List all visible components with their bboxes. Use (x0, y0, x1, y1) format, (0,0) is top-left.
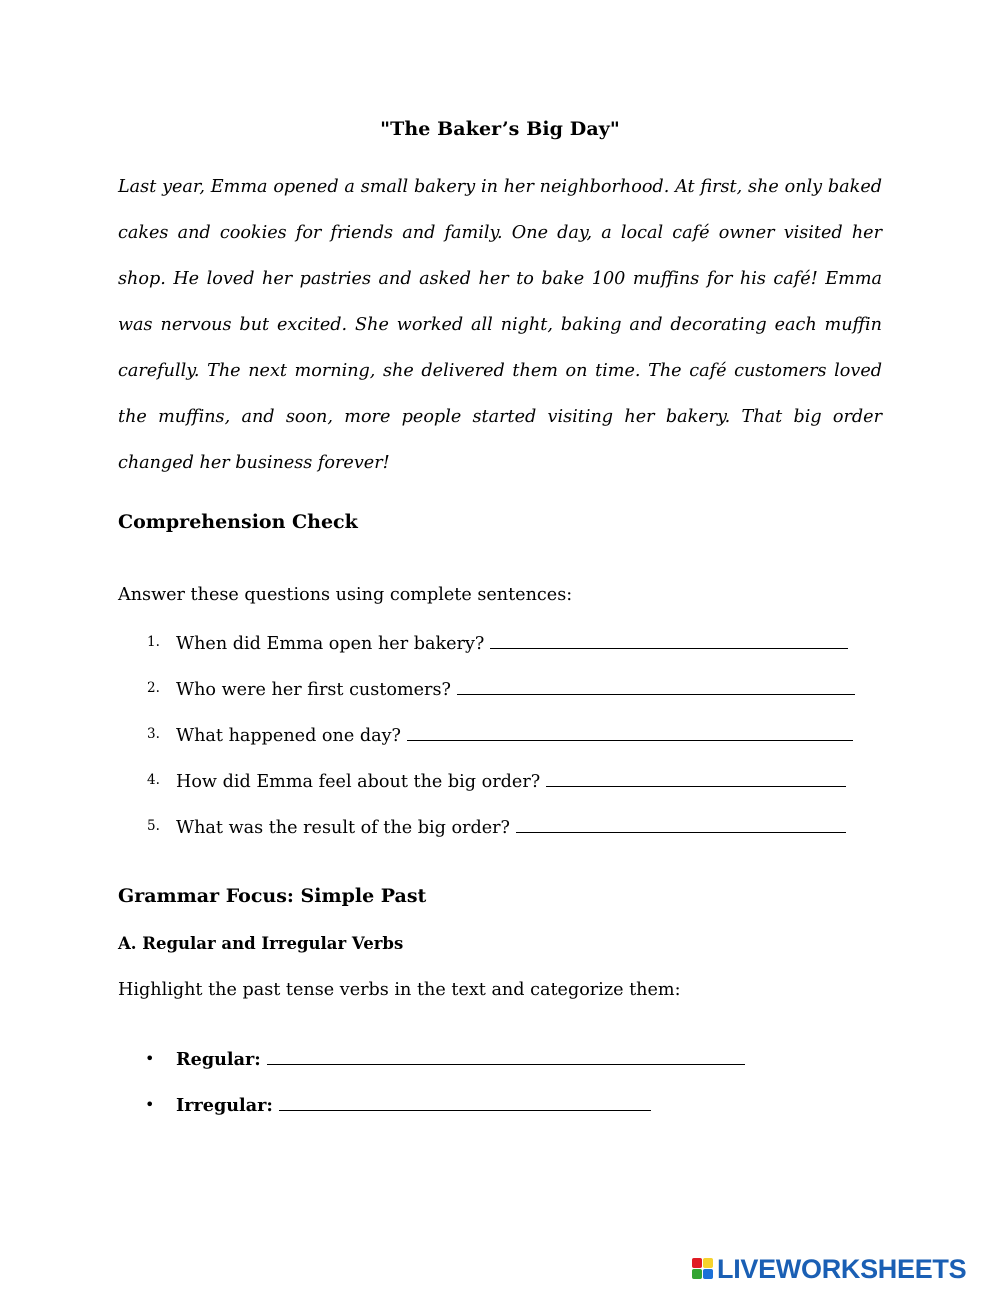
question-item (118, 676, 882, 722)
question-item (118, 814, 882, 860)
question-number: 3. (147, 726, 160, 742)
grammar-heading: Grammar Focus: Simple Past (118, 885, 427, 907)
bullet-icon: • (145, 1095, 155, 1114)
question-text: What happened one day? (176, 722, 853, 746)
question-number: 5. (147, 818, 160, 834)
verb-category-item (118, 1046, 882, 1092)
grammar-instruction: Highlight the past tense verbs in the text and categorize them: (118, 980, 681, 1000)
verb-category-item (118, 1092, 882, 1138)
question-text: How did Emma feel about the big order? (176, 768, 846, 792)
question-number: 4. (147, 772, 160, 788)
worksheet-page (118, 0, 882, 1294)
story-title: "The Baker’s Big Day" (380, 118, 620, 140)
logo-text: LIVEWORKSHEETS (717, 1253, 967, 1284)
comprehension-heading: Comprehension Check (118, 511, 358, 533)
question-text: When did Emma open her bakery? (176, 630, 848, 654)
question-text: Who were her first customers? (176, 676, 855, 700)
answer-blank[interactable] (516, 814, 846, 833)
question-list (118, 630, 882, 860)
story-text: Last year, Emma opened a small bakery in her neighborhood. At first, she only baked cakes and cookies for friends and family. One day, a local café owner visited her shop. He loved her pastries and asked her to bake 100 muffins for his café! Emma was nervous but excited. She worked all night, baking and decorating each muffin carefully. The next morning, she delivered them on time. The café customers loved the muffins, and soon, more people started visiting her bakery. That big order changed her business forever! (118, 177, 882, 473)
question-number: 2. (147, 680, 160, 696)
category-label: Regular: (176, 1049, 261, 1070)
answer-blank[interactable] (407, 722, 853, 741)
comprehension-instruction: Answer these questions using complete sentences: (118, 585, 573, 605)
verb-category-list (118, 1046, 882, 1138)
question-text: What was the result of the big order? (176, 814, 846, 838)
answer-blank[interactable] (546, 768, 846, 787)
answer-blank[interactable] (267, 1046, 745, 1065)
liveworksheets-logo (692, 1254, 992, 1284)
question-item (118, 768, 882, 814)
answer-blank[interactable] (457, 676, 855, 695)
category-label: Irregular: (176, 1095, 273, 1116)
bullet-icon: • (145, 1049, 155, 1068)
logo-blocks-icon (692, 1258, 714, 1280)
answer-blank[interactable] (490, 630, 848, 649)
question-item (118, 722, 882, 768)
question-item (118, 630, 882, 676)
question-number: 1. (147, 634, 160, 650)
grammar-subheading: A. Regular and Irregular Verbs (118, 934, 404, 953)
answer-blank[interactable] (279, 1092, 651, 1111)
